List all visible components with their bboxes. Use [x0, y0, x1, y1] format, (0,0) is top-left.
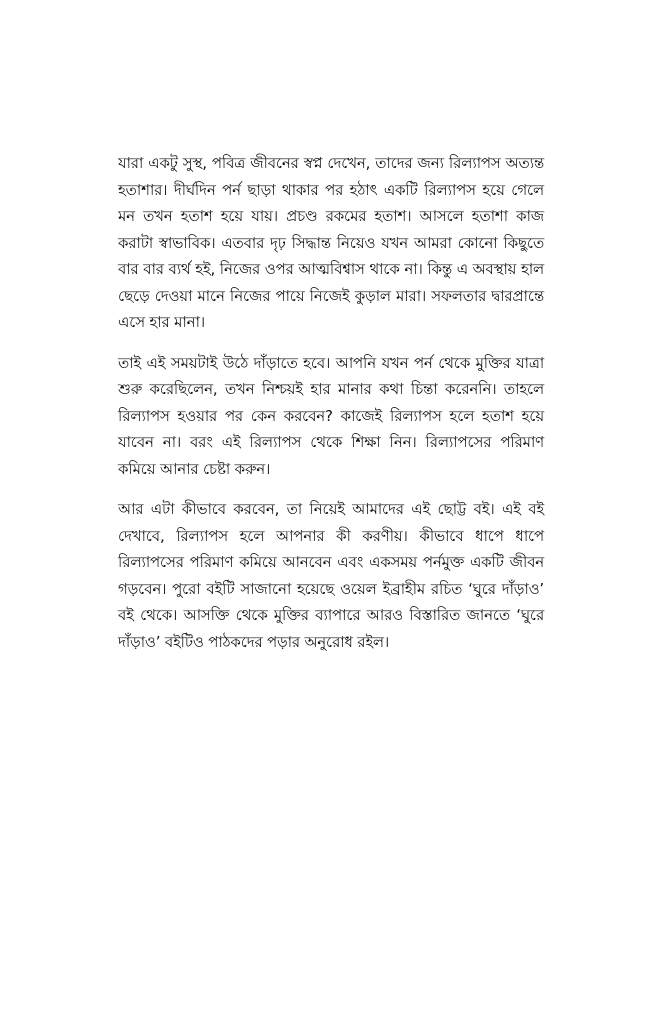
paragraph-3: আর এটা কীভাবে করবেন, তা নিয়েই আমাদের এই ছোট্ট বই। এই বই দেখাবে, রিল্যাপস হলে আপনার কী করণীয়। কীভাবে ধাপে ধাপে রিল্যাপসের পরিমাণ কমিয়ে আনবেন এবং একসময় পর্নমুক্ত একটি জীবন গড়বেন। পুরো বইটি সাজানো হয়েছে ওয়েল ইব্রাহীম রচিত ‘ঘুরে দাঁড়াও’ বই থেকে। আসক্তি থেকে মুক্তির ব্যাপারে আরও বিস্তারিত জানতে ‘ঘুরে দাঁড়াও’ বইটিও পাঠকদের পড়ার অনুরোধ রইল।: [118, 500, 544, 651]
body-text: [118, 150, 544, 655]
paragraph-1: যারা একটু সুস্থ, পবিত্র জীবনের স্বপ্ন দেখেন, তাদের জন্য রিল্যাপস অত্যন্ত হতাশার। দীর্ঘদিন পর্ন ছাড়া থাকার পর হঠাৎ একটি রিল্যাপস হয়ে গেলে মন তখন হতাশ হয়ে যায়। প্রচণ্ড রকমের হতাশ। আসলে হতাশা কাজ করাটা স্বাভাবিক। এতবার দৃঢ় সিদ্ধান্ত নিয়েও যখন আমরা কোনো কিছুতে বার বার ব্যর্থ হই, নিজের ওপর আত্মবিশ্বাস থাকে না। কিন্তু এ অবস্থায় হাল ছেড়ে দেওয়া মানে নিজের পায়ে নিজেই কুড়াল মারা। সফলতার দ্বারপ্রান্তে এসে হার মানা।: [118, 154, 544, 331]
paragraph-2: তাই এই সময়টাই উঠে দাঁড়াতে হবে। আপনি যখন পর্ন থেকে মুক্তির যাত্রা শুরু করেছিলেন, তখন নিশ্চয়ই হার মানার কথা চিন্তা করেননি। তাহলে রিল্যাপস হওয়ার পর কেন করবেন? কাজেই রিল্যাপস হলে হতাশ হয়ে যাবেন না। বরং এই রিল্যাপস থেকে শিক্ষা নিন। রিল্যাপসের পরিমাণ কমিয়ে আনার চেষ্টা করুন।: [118, 353, 544, 478]
